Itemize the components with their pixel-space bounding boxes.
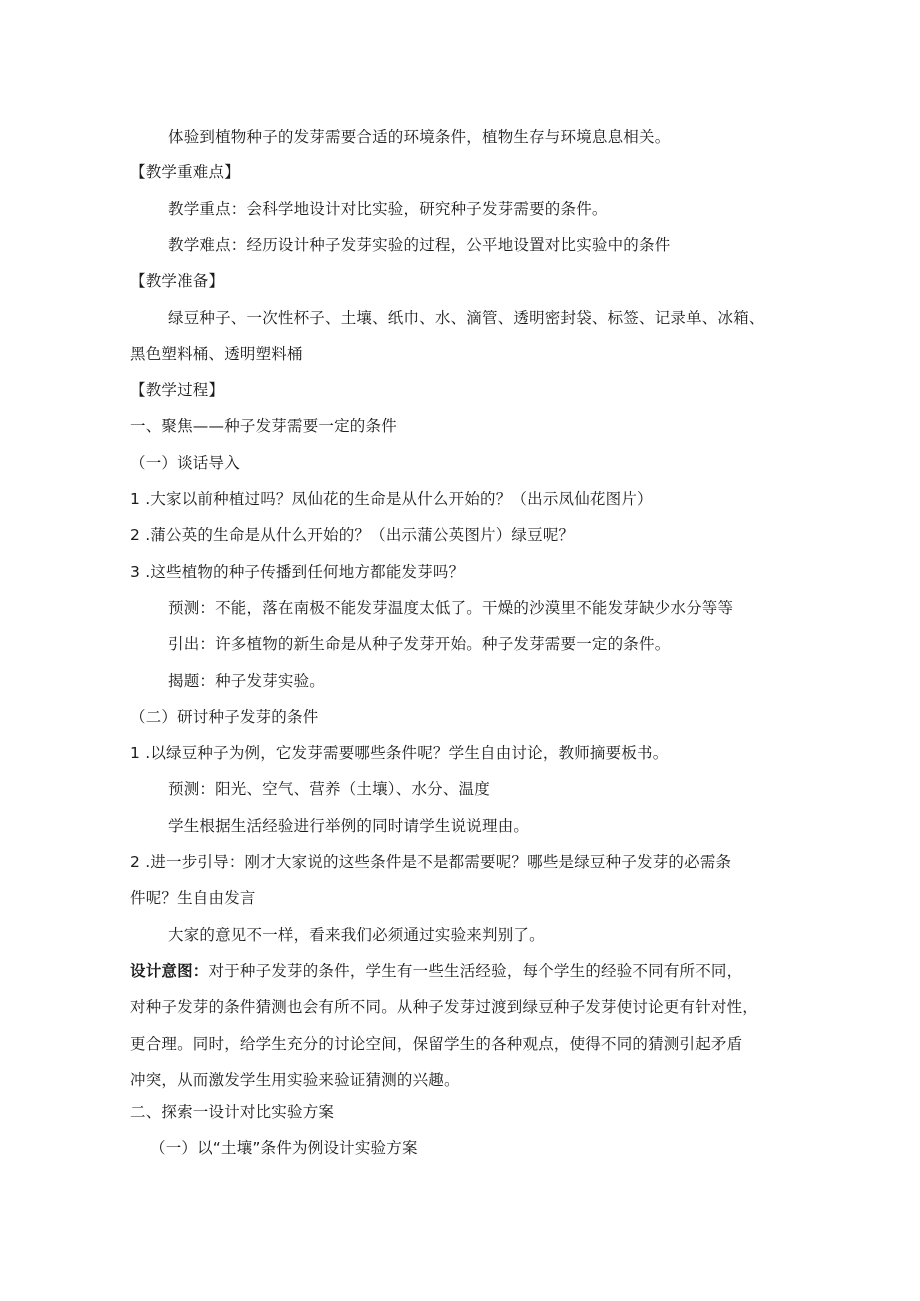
reasoning-text: 学生根据生活经验进行举例的同时请学生说说理由。: [168, 817, 530, 835]
design-intent-text-1: 对于种子发芽的条件，学生有一些生活经验，每个学生的经验不同有所不同，: [208, 962, 743, 980]
part1-title: 一、聚焦——种子发芽需要一定的条件: [130, 417, 397, 435]
design-intent-line-3: 更合理。同时，给学生充分的讨论空间，保留学生的各种观点，使得不同的猜测引起矛盾: [130, 1035, 743, 1053]
part2-sub1-title: （一）以“土壤”条件为例设计实验方案: [150, 1139, 418, 1157]
prediction-1: 预测：不能，落在南极不能发芽温度太低了。干燥的沙漠里不能发芽缺少水分等等: [168, 599, 734, 617]
sub2-title: （二）研讨种子发芽的条件: [130, 708, 319, 726]
materials-line-2: 黑色塑料桶、透明塑料桶: [130, 345, 303, 363]
key-point-text: 教学重点：会科学地设计对比实验，研究种子发芽需要的条件。: [168, 200, 608, 218]
part2-title: 二、探索一设计对比实验方案: [130, 1103, 335, 1121]
materials-line-1: 绿豆种子、一次性杯子、土壤、纸巾、水、滴管、透明密封袋、标签、记录单、冰箱、: [168, 309, 765, 327]
intro-goal-text: 体验到植物种子的发芽需要合适的环境条件，植物生存与环境息息相关。: [168, 128, 671, 146]
difficulty-text: 教学难点：经历设计种子发芽实验的过程，公平地设置对比实验中的条件: [168, 236, 671, 254]
discussion-1: 1 .以绿豆种子为例，它发芽需要哪些条件呢？学生自由讨论，教师摘要板书。: [130, 744, 669, 762]
discussion-2-line-2: 件呢？生自由发言: [130, 889, 256, 907]
design-intent-line-4: 冲突，从而激发学生用实验来验证猜测的兴趣。: [130, 1071, 460, 1089]
design-intent-line-2: 对种子发芽的条件猜测也会有所不同。从种子发芽过渡到绿豆种子发芽使讨论更有针对性，: [130, 998, 759, 1016]
lead-text: 引出：许多植物的新生命是从种子发芽开始。种子发芽需要一定的条件。: [168, 635, 671, 653]
question-3: 3 .这些植物的种子传播到任何地方都能发芽吗？: [130, 563, 465, 581]
opinions-text: 大家的意见不一样，看来我们必须通过实验来判别了。: [168, 926, 545, 944]
question-2: 2 .蒲公英的生命是从什么开始的？（出示蒲公英图片）绿豆呢？: [130, 526, 575, 544]
sub1-title: （一）谈话导入: [130, 454, 240, 472]
preparation-heading: 【教学准备】: [130, 272, 225, 290]
discussion-2-line-1: 2 .进一步引导：刚才大家说的这些条件是不是都需要呢？哪些是绿豆种子发芽的必需条: [130, 853, 732, 871]
prediction-2: 预测：阳光、空气、营养（土壤）、水分、温度: [168, 780, 490, 798]
design-intent-label: 设计意图：: [130, 962, 209, 980]
design-intent-line-1: [130, 960, 802, 982]
key-points-heading: 【教学重难点】: [130, 163, 240, 181]
process-heading: 【教学过程】: [130, 381, 225, 399]
reveal-text: 揭题：种子发芽实验。: [168, 672, 326, 690]
question-1: 1 .大家以前种植过吗？凤仙花的生命是从什么开始的？（出示凤仙花图片）: [130, 490, 653, 508]
